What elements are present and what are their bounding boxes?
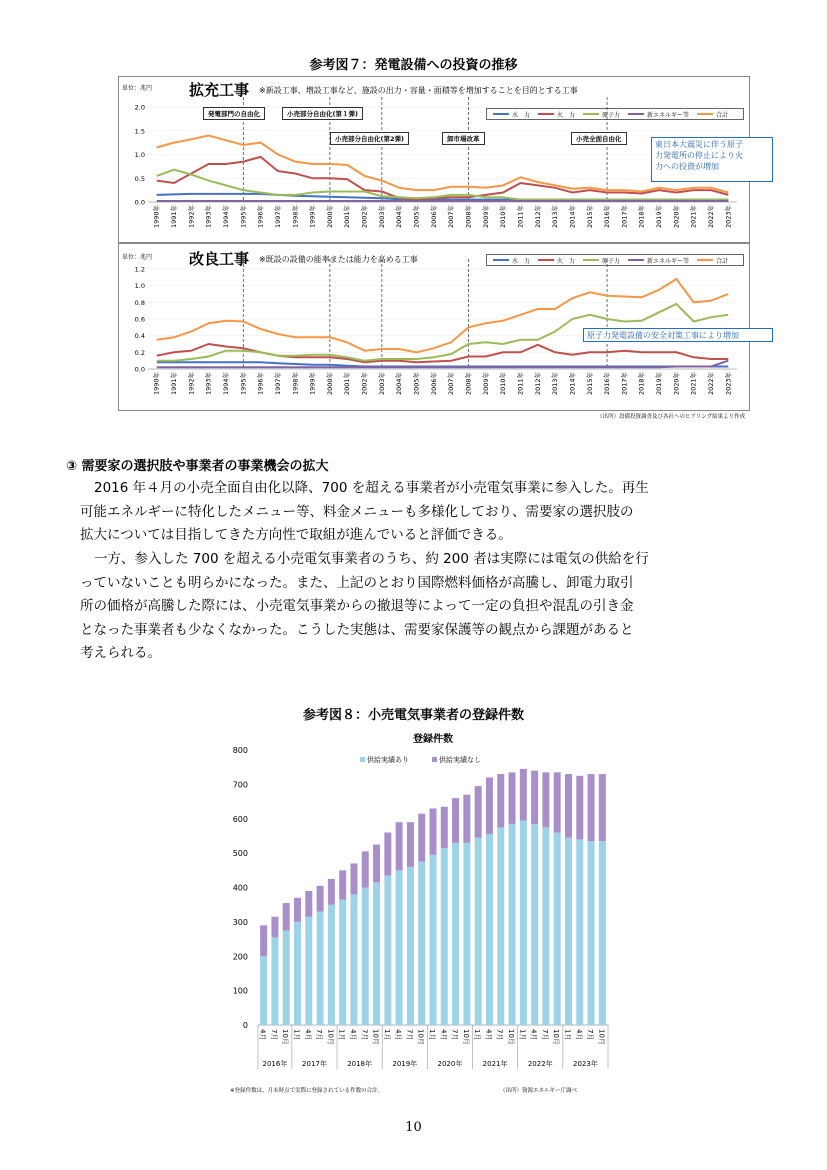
x-tick-label: 1996年 — [256, 205, 265, 229]
x-month-label: 1月 — [382, 1029, 391, 1041]
bar-segment — [430, 855, 437, 1025]
bar-segment — [441, 807, 448, 848]
y-tick-label: 0 — [242, 1021, 248, 1030]
bar-segment — [305, 891, 312, 917]
improvement-title: 改良工事 — [189, 250, 250, 268]
legend-water: 水 力 — [493, 256, 530, 265]
x-month-label: 1月 — [337, 1029, 346, 1041]
expansion-callout: 東日本大震災に伴う原子 力発電所の停止により火 力への投資が増加 — [651, 137, 773, 182]
x-tick-label: 1997年 — [273, 205, 282, 229]
y-tick-label: 1.0 — [134, 282, 145, 291]
y-tick-label: 200 — [232, 952, 248, 962]
x-year-label: 2016年 — [262, 1060, 288, 1068]
x-tick-label: 1998年 — [291, 372, 300, 396]
x-month-label: 10月 — [281, 1029, 290, 1045]
x-month-label: 1月 — [518, 1029, 527, 1041]
x-year-label: 2019年 — [392, 1060, 418, 1068]
y-tick-label: 0.4 — [134, 332, 145, 341]
bar-segment — [407, 867, 414, 1025]
y-tick-label: 0.0 — [134, 365, 145, 374]
x-tick-label: 2022年 — [707, 372, 716, 396]
legend-total: 合計 — [697, 256, 728, 265]
x-tick-label: 2005年 — [412, 205, 421, 229]
x-tick-label: 1990年 — [152, 372, 161, 396]
x-year-label: 2018年 — [347, 1060, 373, 1068]
x-tick-label: 2002年 — [360, 372, 369, 396]
figure8-title: 参考図８：小売電気事業者の登録件数 — [302, 708, 524, 723]
x-tick-label: 2000年 — [325, 372, 334, 396]
series-line — [157, 362, 729, 366]
legend-total: 合計 — [697, 110, 728, 119]
bar-segment — [350, 894, 357, 1025]
x-tick-label: 2011年 — [516, 372, 525, 396]
x-year-label: 2022年 — [527, 1060, 553, 1068]
x-month-label: 7月 — [405, 1029, 414, 1041]
bar-segment — [554, 833, 561, 1026]
x-month-label: 4月 — [394, 1029, 403, 1041]
bar-segment — [283, 903, 290, 931]
x-tick-label: 2018年 — [637, 372, 646, 396]
x-month-label: 10月 — [597, 1029, 606, 1045]
series-line — [157, 344, 729, 362]
x-tick-label: 2001年 — [343, 372, 352, 396]
x-tick-label: 2004年 — [395, 372, 404, 396]
improvement-unit: 単位：兆円 — [122, 254, 153, 261]
legend-label: 供給実績なし — [439, 756, 481, 764]
bar-segment — [362, 851, 369, 887]
x-tick-label: 2023年 — [724, 205, 733, 229]
bar-segment — [407, 822, 414, 867]
y-tick-label: 2.0 — [134, 103, 145, 112]
bar-segment — [565, 774, 572, 838]
bar-segment — [271, 937, 278, 1025]
x-tick-label: 2003年 — [377, 205, 386, 229]
legend-water: 水 力 — [493, 110, 530, 119]
x-tick-label: 1994年 — [221, 205, 230, 229]
x-tick-label: 2005年 — [412, 372, 421, 396]
x-tick-label: 2016年 — [603, 372, 612, 396]
x-tick-label: 2023年 — [724, 372, 733, 396]
x-tick-label: 2021年 — [689, 372, 698, 396]
bar-segment — [430, 808, 437, 854]
x-month-label: 10月 — [416, 1029, 425, 1045]
bar-segment — [497, 827, 504, 1025]
expansion-unit: 単位：兆円 — [122, 85, 153, 92]
event-generation-liberalization: 発電部門の自由化 — [203, 107, 265, 120]
bar-segment — [599, 774, 606, 841]
legend-renewable: 新エネルギー等 — [628, 110, 689, 119]
bar-segment — [260, 925, 267, 956]
x-tick-label: 2014年 — [568, 372, 577, 396]
x-tick-label: 1998年 — [291, 205, 300, 229]
x-tick-label: 2000年 — [325, 205, 334, 229]
x-tick-label: 2010年 — [499, 372, 508, 396]
bar-segment — [531, 771, 538, 824]
x-tick-label: 2012年 — [533, 205, 542, 229]
y-tick-label: 500 — [232, 849, 248, 859]
bar-segment — [452, 798, 459, 843]
section3-paragraph-2: 一方、参入した 700 を超える小売電気事業者のうち、約 200 者は実際には電気の供給を行 っていないことも明らかになった。また、上記のとおり国際燃料価格が高騰し、卸電力取引 所の価格が高騰した際には、小売電気事業からの撤退等によって一定の負担や混乱の引き金 となった事業者も少なくなかった。こうした実態は、需要家保護等の観点から課題があると 考えられる。 — [80, 551, 649, 661]
x-month-label: 10月 — [326, 1029, 335, 1045]
event-wholesale-reform: 卸市場改革 — [442, 132, 485, 145]
bar-segment — [339, 900, 346, 1025]
bar-segment — [362, 888, 369, 1026]
section3-heading: ③ 需要家の選択肢や事業者の事業機会の拡大 — [66, 459, 329, 474]
bar-segment — [463, 843, 470, 1025]
bar-segment — [317, 886, 324, 912]
x-tick-label: 2007年 — [447, 372, 456, 396]
improvement-line-chart — [119, 244, 749, 410]
bar-segment — [373, 882, 380, 1025]
x-tick-label: 2016年 — [603, 205, 612, 229]
x-tick-label: 2020年 — [672, 372, 681, 396]
y-tick-label: 1.2 — [134, 265, 145, 274]
x-month-label: 1月 — [428, 1029, 436, 1041]
y-tick-label: 0.0 — [134, 198, 145, 207]
bar-segment — [520, 769, 527, 821]
x-tick-label: 2018年 — [637, 205, 646, 229]
bar-segment — [565, 838, 572, 1025]
page-number: 10 — [405, 1120, 422, 1135]
bar-segment — [599, 841, 606, 1025]
improvement-callout: 原子力発電設備の安全対策工事により増加 — [583, 328, 773, 342]
x-month-label: 1月 — [473, 1029, 482, 1041]
x-month-label: 4月 — [348, 1029, 357, 1041]
bar-segment — [396, 822, 403, 870]
figure7-title: 参考図７：発電設備への投資の推移 — [309, 58, 518, 73]
expansion-chart — [118, 76, 750, 243]
x-month-label: 7月 — [360, 1029, 369, 1041]
y-tick-label: 0.5 — [134, 174, 145, 183]
bar-segment — [452, 843, 459, 1025]
bar-segment — [283, 930, 290, 1025]
bar-segment — [328, 879, 335, 905]
section3-paragraph-1: 2016 年４月の小売全面自由化以降、700 を超える事業者が小売電気事業に参入した。再生 可能エネルギーに特化したメニュー等、料金メニューも多様化しており、需要家の選択肢の 拡大については目指してきた方向性で取組が進んでいると評価できる。 — [80, 480, 649, 543]
legend-nuclear: 原子力 — [583, 110, 620, 119]
x-tick-label: 2004年 — [395, 205, 404, 229]
x-tick-label: 1992年 — [187, 205, 196, 229]
x-tick-label: 2011年 — [516, 205, 525, 229]
x-tick-label: 2009年 — [481, 372, 490, 396]
x-tick-label: 2015年 — [585, 205, 594, 229]
x-tick-label: 2006年 — [429, 372, 438, 396]
x-tick-label: 2019年 — [655, 205, 664, 229]
x-month-label: 7月 — [586, 1029, 595, 1041]
x-month-label: 10月 — [552, 1029, 561, 1045]
figure8-source: （出所）資源エネルギー庁調べ — [500, 1088, 578, 1094]
x-tick-label: 1995年 — [239, 372, 248, 396]
x-tick-label: 1996年 — [256, 372, 265, 396]
y-tick-label: 400 — [232, 883, 248, 893]
bar-segment — [588, 841, 595, 1025]
bar-segment — [531, 824, 538, 1025]
x-tick-label: 2015年 — [585, 372, 594, 396]
bar-segment — [350, 863, 357, 894]
legend-thermal: 火 力 — [538, 256, 575, 265]
y-tick-label: 0.6 — [134, 315, 145, 324]
bar-segment — [486, 834, 493, 1025]
bar-segment — [441, 848, 448, 1025]
x-tick-label: 2020年 — [672, 205, 681, 229]
x-month-label: 10月 — [507, 1029, 516, 1045]
x-month-label: 1月 — [563, 1029, 572, 1041]
expansion-subtitle: ※新設工事、増設工事など、施設の出力・容量・面積等を増加することを目的とする工事 — [259, 86, 578, 95]
bar-chart-title: 登録件数 — [413, 734, 453, 745]
x-tick-label: 1999年 — [308, 372, 317, 396]
y-tick-label: 800 — [232, 746, 248, 755]
bar-segment — [542, 827, 549, 1025]
bar-segment — [576, 839, 583, 1025]
bar-segment — [418, 862, 425, 1025]
x-year-label: 2023年 — [573, 1060, 598, 1068]
x-month-label: 7月 — [315, 1029, 324, 1041]
x-month-label: 4月 — [484, 1029, 493, 1041]
x-tick-label: 1992年 — [187, 372, 196, 396]
y-tick-label: 1.5 — [134, 127, 145, 136]
x-tick-label: 2022年 — [707, 205, 716, 229]
event-retail-partial-1: 小売部分自由化(第１弾) — [282, 107, 363, 120]
improvement-chart — [118, 243, 750, 411]
x-tick-label: 2014年 — [568, 205, 577, 229]
x-tick-label: 1991年 — [169, 372, 178, 396]
series-line — [157, 170, 729, 200]
x-tick-label: 2008年 — [464, 205, 473, 229]
x-month-label: 7月 — [269, 1029, 278, 1041]
bar-segment — [475, 838, 482, 1025]
x-year-label: 2021年 — [482, 1060, 508, 1068]
x-tick-label: 2006年 — [429, 205, 438, 229]
x-tick-label: 2017年 — [620, 372, 629, 396]
x-tick-label: 1993年 — [204, 372, 213, 396]
figure7-source: （出所）設備投資調査及び各社へのヒアリング結果より作成 — [597, 414, 746, 420]
improvement-subtitle: ※既設の設備の能率または能力を高める工事 — [259, 255, 418, 264]
legend-label: 供給実績あり — [367, 756, 409, 764]
x-year-label: 2017年 — [302, 1060, 327, 1068]
bar-segment — [294, 898, 301, 922]
bar-segment — [373, 845, 380, 883]
bar-segment — [497, 774, 504, 827]
event-retail-full: 小売全面自由化 — [571, 132, 627, 145]
y-tick-label: 1.0 — [134, 151, 145, 159]
registrations-bar-chart — [220, 730, 640, 1080]
x-tick-label: 1990年 — [152, 205, 161, 229]
x-tick-label: 2003年 — [377, 372, 386, 396]
bar-segment — [328, 905, 335, 1025]
bar-segment — [305, 917, 312, 1025]
bar-segment — [520, 820, 527, 1025]
x-tick-label: 2002年 — [360, 205, 369, 229]
x-tick-label: 1994年 — [221, 372, 230, 396]
x-month-label: 4月 — [258, 1029, 267, 1041]
bar-segment — [317, 912, 324, 1025]
x-tick-label: 2013年 — [551, 205, 560, 229]
legend-renewable: 新エネルギー等 — [628, 256, 689, 265]
x-tick-label: 2001年 — [343, 205, 352, 229]
bar-segment — [475, 786, 482, 838]
bar-segment — [554, 772, 561, 832]
x-tick-label: 2007年 — [447, 205, 456, 229]
x-month-label: 7月 — [450, 1029, 459, 1041]
x-tick-label: 2017年 — [620, 205, 629, 229]
legend-swatch — [432, 757, 437, 762]
x-tick-label: 2008年 — [464, 372, 473, 396]
x-month-label: 4月 — [303, 1029, 312, 1041]
x-month-label: 4月 — [574, 1029, 583, 1041]
expansion-title: 拡充工事 — [189, 81, 250, 99]
x-tick-label: 2021年 — [689, 205, 698, 229]
y-tick-label: 100 — [232, 986, 248, 996]
event-retail-partial-2: 小売部分自由化(第2弾) — [330, 132, 409, 145]
x-month-label: 4月 — [529, 1029, 538, 1041]
bar-segment — [486, 778, 493, 835]
bar-segment — [418, 814, 425, 862]
x-tick-label: 2019年 — [655, 372, 664, 396]
bar-segment — [384, 875, 391, 1025]
x-tick-label: 1997年 — [273, 372, 282, 396]
x-tick-label: 2009年 — [481, 205, 490, 229]
x-month-label: 10月 — [461, 1029, 470, 1045]
bar-segment — [294, 922, 301, 1025]
x-tick-label: 2012年 — [533, 372, 542, 396]
x-tick-label: 1993年 — [204, 205, 213, 229]
x-month-label: 1月 — [292, 1029, 301, 1041]
y-tick-label: 0.8 — [134, 298, 145, 307]
bar-segment — [396, 870, 403, 1025]
bar-segment — [463, 795, 470, 843]
bar-segment — [509, 772, 516, 824]
x-tick-label: 2010年 — [499, 205, 508, 229]
bar-segment — [542, 772, 549, 827]
y-tick-label: 0.2 — [134, 348, 145, 357]
x-month-label: 7月 — [495, 1029, 504, 1041]
x-tick-label: 2013年 — [551, 372, 560, 396]
bar-segment — [339, 870, 346, 899]
x-tick-label: 1991年 — [169, 205, 178, 229]
x-month-label: 4月 — [439, 1029, 448, 1041]
bar-segment — [509, 824, 516, 1025]
x-tick-label: 1999年 — [308, 205, 317, 229]
legend-nuclear: 原子力 — [583, 256, 620, 265]
x-tick-label: 1995年 — [239, 205, 248, 229]
y-tick-label: 700 — [232, 780, 248, 790]
x-month-label: 7月 — [540, 1029, 549, 1041]
legend-swatch — [360, 757, 365, 762]
bar-segment — [384, 833, 391, 876]
bar-segment — [260, 956, 267, 1025]
y-tick-label: 600 — [232, 814, 248, 824]
bar-segment — [271, 917, 278, 938]
bar-segment — [588, 774, 595, 841]
y-tick-label: 300 — [232, 917, 248, 927]
legend-thermal: 火 力 — [538, 110, 575, 119]
bar-segment — [576, 776, 583, 840]
figure8-footnote: ※登録件数は、月末時点で実際に登録されている件数の合計。 — [230, 1088, 384, 1094]
x-year-label: 2020年 — [437, 1060, 463, 1068]
x-month-label: 10月 — [371, 1029, 380, 1045]
